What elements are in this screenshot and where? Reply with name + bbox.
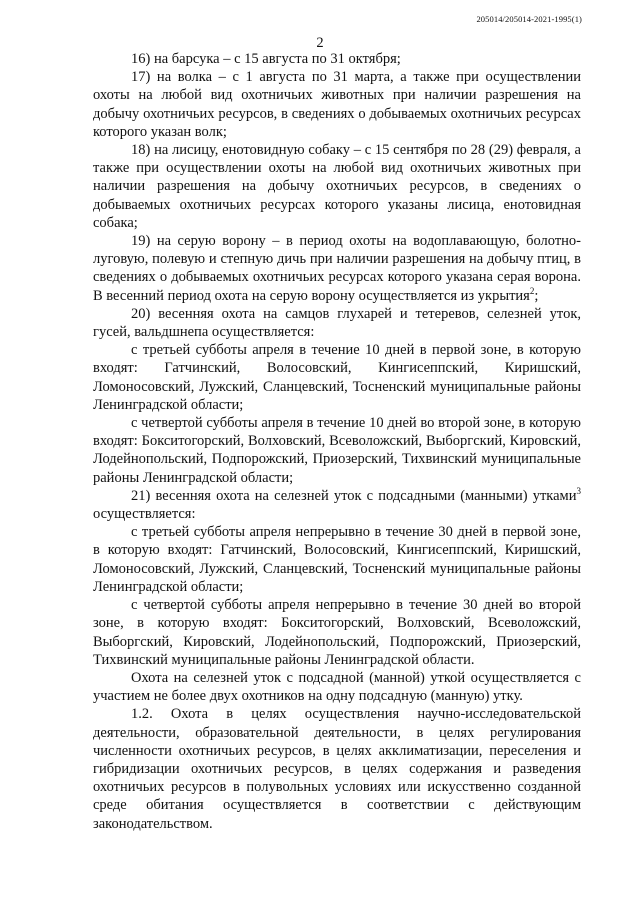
paragraph-zone-two-decoy: с четвертой субботы апреля непрерывно в течение 30 дней во второй зоне, в которую входят: Бокситогорский, Волховский, Всеволожский, Выборгский, Кировский, Лодейнопольский, Подпорожский, Приозерский, Тихвинский муниципальные районы Ленинградской области. (93, 597, 581, 668)
document-id: 205014/205014-2021-1995(1) (476, 14, 582, 24)
paragraph-item-20: 20) весенняя охота на самцов глухарей и тетеревов, селезней уток, гусей, вальдшнепа осуществляется: (93, 305, 581, 341)
paragraph-item-21: 21) весенняя охота на селезней уток с подсадными (манными) утками$^3$ осуществляется: (93, 486, 581, 523)
paragraph-item-1-2: 1.2. Охота в целях осуществления научно-исследовательской деятельности, образовательной деятельности, в целях регулирования численности охотничьих ресурсов, в целях акклиматизации, переселения и гибридизации охотничьих ресурсов, в целях содержания и разведения охотничьих ресурсов в полувольных условиях или искусственно созданной среде обитания осуществляется в соответствии с действующим законодательством. (93, 706, 581, 832)
paragraph-zone-one-spring: с третьей субботы апреля в течение 10 дней в первой зоне, в которую входят: Гатчинский, Волосовский, Кингисеппский, Киришский, Ломоносовский, Лужский, Сланцевский, Тосненский муниципальные районы Ленинградской области; (93, 342, 581, 413)
document-body (93, 50, 581, 833)
footnote-marker: 3 (576, 486, 581, 497)
paragraph-zone-two-spring: с четвертой субботы апреля в течение 10 дней во второй зоне, в которую входят: Бокситогорский, Волховский, Всеволожский, Выборгский, Кировский, Лодейнопольский, Подпорожский, Приозерский, Тихвинский муниципальные районы Ленинградской области; (93, 415, 581, 486)
page-number: 2 (316, 35, 324, 51)
paragraph-item-17: 17) на волка – с 1 августа по 31 марта, а также при осуществлении охоты на любой вид охотничьих животных при наличии разрешения на добычу охотничьих ресурсов, в сведениях о добываемых охотничьих ресурсах которого указан волк; (93, 69, 581, 140)
paragraph-zone-one-decoy: с третьей субботы апреля непрерывно в течение 30 дней в первой зоне, в которую входят: Гатчинский, Волосовский, Кингисеппский, Киришский, Ломоносовский, Лужский, Сланцевский, Тосненский муниципальные районы Ленинградской области; (93, 524, 581, 595)
footnote-marker: 2 (529, 285, 535, 296)
paragraph-item-19: 19) на серую ворону – в период охоты на водоплавающую, болотно-луговую, полевую и степную дичь при наличии разрешения на добычу птиц, в сведениях о добываемых охотничьих ресурсах которого указана серая ворона. В весенний период охота на серую ворону осуществляется из укрытия$^2$; (93, 233, 581, 304)
paragraph-decoy-hunters: Охота на селезней уток с подсадной (манной) уткой осуществляется с участием не более двух охотников на одну подсадную (манную) утку. (93, 669, 581, 705)
paragraph-item-16: 16) на барсука – с 15 августа по 31 октября; (131, 51, 401, 67)
paragraph-item-18: 18) на лисицу, енотовидную собаку – с 15 сентября по 28 (29) февраля, а также при осуществлении охоты на любой вид охотничьих животных при наличии разрешения на добычу охотничьих ресурсов, в сведениях о добываемых охотничьих ресурсах которого указаны лисица, енотовидная собака; (93, 142, 581, 231)
